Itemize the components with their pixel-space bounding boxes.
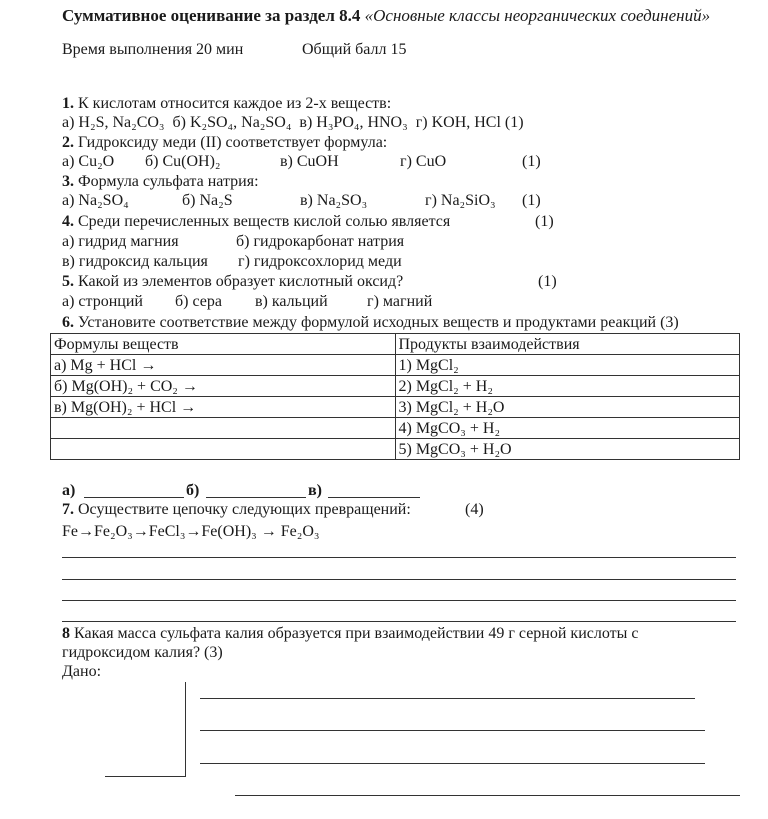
- q2-option-b: б) Cu(OH)₂: [145, 153, 221, 170]
- table-row: 5) MgCO₃ + H₂O: [51, 439, 740, 460]
- q2-option-c: в) CuOH: [280, 153, 339, 170]
- solution-line[interactable]: [235, 795, 740, 796]
- title-italic: «Основные классы неорганических соединений»: [364, 6, 711, 25]
- given-underline: [105, 776, 185, 777]
- q7-points: (4): [465, 501, 484, 518]
- title-bold: Суммативное оценивание за раздел 8.4: [62, 6, 365, 25]
- answer-line[interactable]: [62, 600, 736, 601]
- q2-points: (1): [522, 153, 541, 170]
- q5-option-c: в) кальций: [255, 293, 328, 310]
- score-label: Общий балл 15: [302, 41, 407, 58]
- q3-option-a: а) Na₂SO₄: [62, 192, 129, 209]
- given-divider: [185, 682, 186, 777]
- time-label: Время выполнения 20 мин: [62, 41, 244, 58]
- q3-option-c: в) Na₂SO₃: [300, 192, 368, 209]
- answer-b-line[interactable]: [206, 497, 306, 498]
- table-row: а) Mg + HCl → 1) MgCl₂: [51, 355, 740, 376]
- answer-line[interactable]: [62, 557, 736, 558]
- answer-line[interactable]: [62, 621, 736, 622]
- title: [62, 6, 710, 26]
- q4-option-a: а) гидрид магния: [62, 233, 179, 250]
- q3-option-d: г) Na₂SiO₃: [425, 192, 496, 209]
- q1-options: а) H₂S, Na₂CO₃ б) K₂SO₄, Na₂SO₄ в) H₃PO₄, HNO₃ г) KOH, HCl (1): [62, 114, 524, 131]
- answer-c-label: в): [308, 482, 322, 499]
- q3-points: (1): [522, 192, 541, 209]
- q4: 4. Среди перечисленных веществ кислой солью является: [62, 213, 451, 230]
- q4-option-d: г) гидроксохлорид меди: [238, 253, 402, 270]
- answer-b-label: б): [186, 482, 200, 499]
- q5-points: (1): [538, 273, 557, 290]
- q2: 2. Гидроксиду меди (II) соответствует формула:: [62, 134, 388, 151]
- q2-option-d: г) CuO: [400, 153, 447, 170]
- q7: 7. Осуществите цепочку следующих превращений:: [62, 501, 411, 518]
- matching-table: [50, 333, 740, 460]
- table-header: Формулы веществ Продукты взаимодействия: [51, 334, 740, 355]
- solution-line[interactable]: [200, 698, 695, 699]
- table-row: в) Mg(OH)₂ + HCl → 3) MgCl₂ + H₂O: [51, 397, 740, 418]
- q3: 3. Формула сульфата натрия:: [62, 173, 259, 190]
- answer-a-label: а): [62, 482, 76, 499]
- q8: 8 Какая масса сульфата калия образуется при взаимодействии 49 г серной кислоты с: [62, 625, 639, 642]
- answer-a-line[interactable]: [84, 497, 184, 498]
- table-row: б) Mg(OH)₂ + CO₂ → 2) MgCl₂ + H₂: [51, 376, 740, 397]
- q2-option-a: а) Cu₂O: [62, 153, 115, 170]
- q5: 5. Какой из элементов образует кислотный оксид?: [62, 273, 404, 290]
- answer-line[interactable]: [62, 579, 736, 580]
- q6: 6. Установите соответствие между формулой исходных веществ и продуктами реакций (3): [62, 314, 679, 331]
- q8-line2: гидроксидом калия? (3): [62, 644, 223, 661]
- answer-c-line[interactable]: [328, 497, 420, 498]
- q5-option-b: б) сера: [175, 293, 222, 310]
- q7-chain: Fe→Fe₂O₃→FeCl₃→Fe(OH)₃ → Fe₂O₃: [62, 523, 320, 540]
- given-label: Дано:: [62, 663, 102, 680]
- q5-option-d: г) магний: [367, 293, 433, 310]
- q5-option-a: а) стронций: [62, 293, 143, 310]
- q1: 1. К кислотам относится каждое из 2-х веществ:: [62, 95, 392, 112]
- q4-option-b: б) гидрокарбонат натрия: [236, 233, 405, 250]
- q4-option-c: в) гидроксид кальция: [62, 253, 208, 270]
- solution-line[interactable]: [200, 763, 705, 764]
- solution-line[interactable]: [200, 730, 705, 731]
- table-row: 4) MgCO₃ + H₂: [51, 418, 740, 439]
- q4-points: (1): [535, 213, 554, 230]
- q3-option-b: б) Na₂S: [182, 192, 233, 209]
